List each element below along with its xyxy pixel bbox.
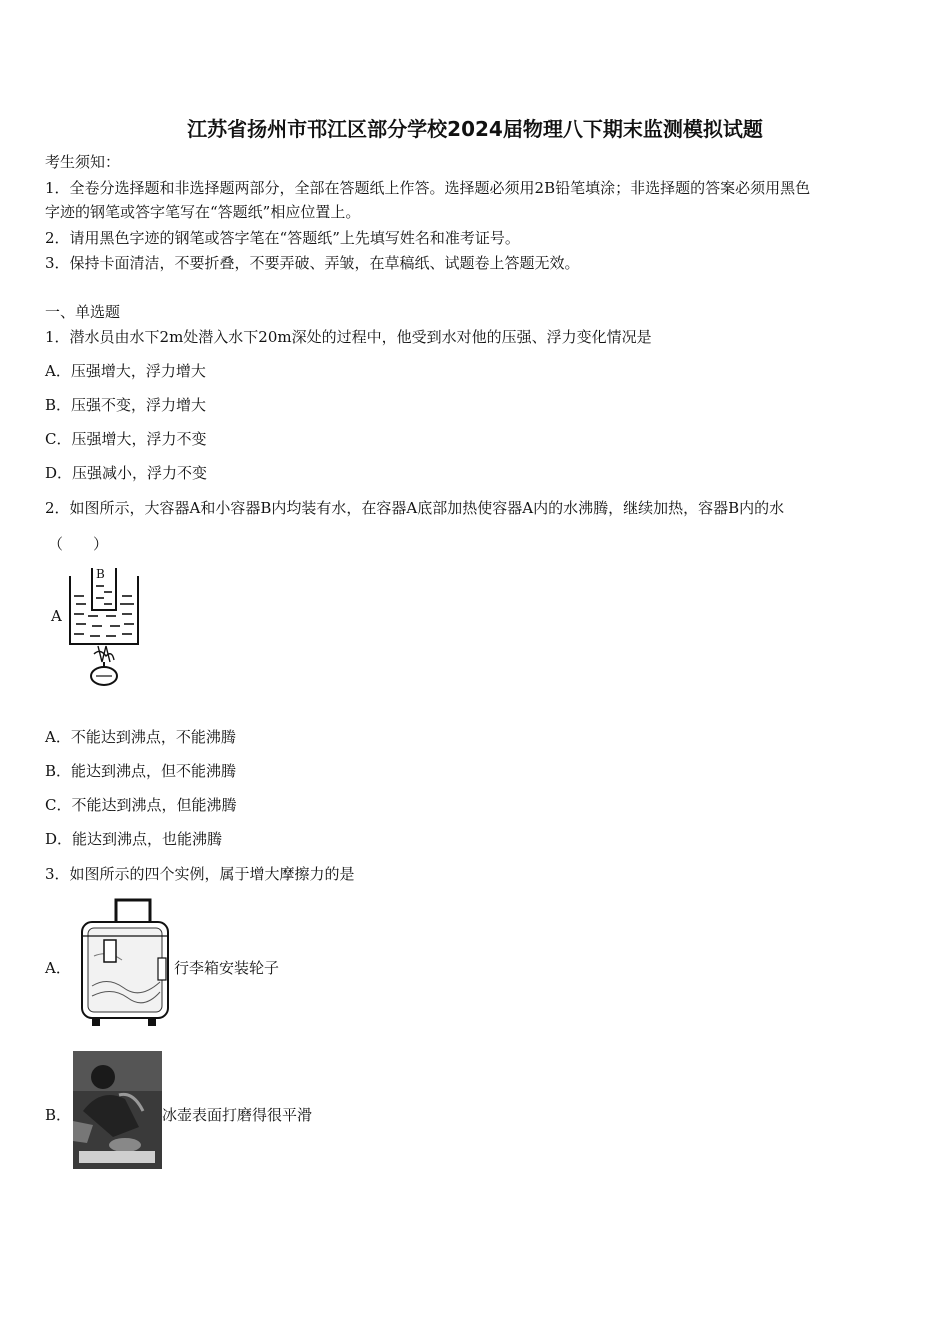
q1-option-c: C．压强增大，浮力不变 [45,430,207,448]
fig-label-a: A [51,607,62,625]
notice-line-1b: 字迹的钢笔或答字笔写在“答题纸”相应位置上。 [45,203,361,221]
curling-photo [73,1051,162,1169]
page-title: 江苏省扬州市邗江区部分学校2024届物理八下期末监测模拟试题 [187,117,763,141]
q3-stem: 3．如图所示的四个实例，属于增大摩擦力的是 [45,865,355,883]
section-heading: 一、单选题 [45,303,121,321]
q2-option-b: B．能达到沸点，但不能沸腾 [45,762,237,780]
q1-option-b: B．压强不变，浮力增大 [45,396,207,414]
q1-option-a: A．压强增大，浮力增大 [45,362,206,380]
q2-stem: 2．如图所示，大容器A和小容器B内均装有水，在容器A底部加热使容器A内的水沸腾，继续加热，容器B内的水 [45,499,785,517]
q2-blank: （ ） [48,535,109,553]
q1-stem: 1．潜水员由水下2m处潜入水下20m深处的过程中，他受到水对他的压强、浮力变化情况是 [45,328,652,346]
notice-line-2: 2．请用黑色字迹的钢笔或答字笔在“答题纸”上先填写姓名和准考证号。 [45,229,520,247]
notice-heading: 考生须知： [45,153,121,171]
q2-option-d: D．能达到沸点，也能沸腾 [45,830,223,848]
q3-option-a-text: 行李箱安装轮子 [174,959,280,977]
q1-option-d: D．压强减小，浮力不变 [45,464,208,482]
q3-option-a-letter: A． [45,959,71,977]
suitcase-image [78,896,174,1030]
q2-option-c: C．不能达到沸点，但能沸腾 [45,796,237,814]
q3-option-b-letter: B． [45,1106,72,1124]
q3-option-b-text: 冰壶表面打磨得很平滑 [162,1106,313,1124]
fig-label-b: B [96,567,105,581]
boiling-container-figure [48,564,148,692]
notice-line-3: 3．保持卡面清洁，不要折叠，不要弄破、弄皱，在草稿纸、试题卷上答题无效。 [45,254,580,272]
notice-line-1a: 1．全卷分选择题和非选择题两部分，全部在答题纸上作答。选择题必须用2B铅笔填涂；非选择题的答案必须用黑色 [45,179,811,197]
q2-option-a: A．不能达到沸点，不能沸腾 [45,728,236,746]
